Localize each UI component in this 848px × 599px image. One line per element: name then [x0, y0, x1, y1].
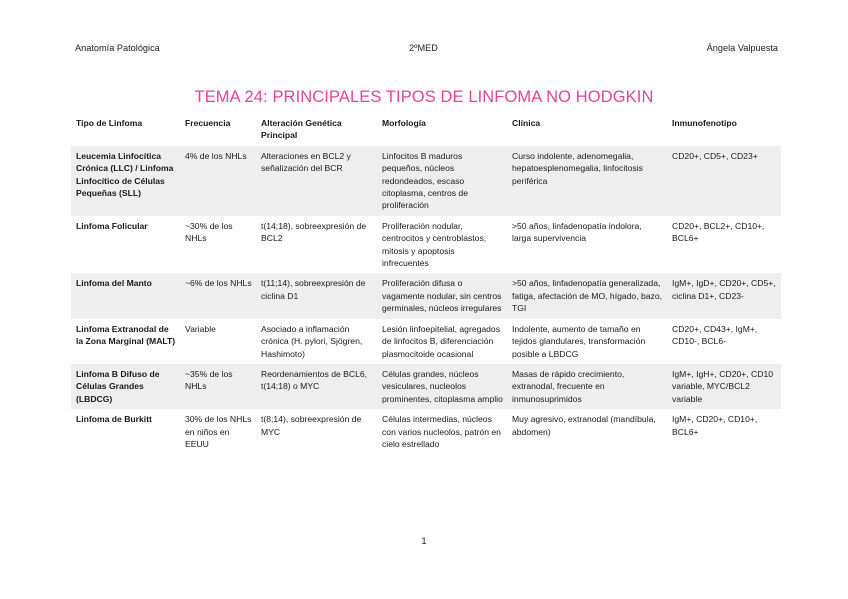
cell-clinica: Curso indolente, adenomegalia, hepatoesplenomegalia, linfocitosis periférica	[507, 146, 667, 216]
table-row	[71, 273, 781, 318]
cell-alteracion: Reordenamientos de BCL6, t(14;18) o MYC	[256, 364, 377, 409]
column-header-frecuencia: Frecuencia	[185, 118, 231, 128]
cell-clinica: Masas de rápido crecimiento, extranodal, frecuente en inmunosuprimidos	[507, 364, 667, 409]
header-subject: Anatomía Patológica	[75, 43, 160, 53]
page-title: TEMA 24: PRINCIPALES TIPOS DE LINFOMA NO HODGKIN	[194, 88, 654, 106]
cell-clinica: Muy agresivo, extranodal (mandíbula, abdomen)	[507, 409, 667, 454]
cell-inmunofenotipo: IgM+, IgH+, CD20+, CD10 variable, MYC/BCL2 variable	[667, 364, 781, 409]
cell-clinica: >50 años, linfadenopatía indolora, larga supervivencia	[507, 216, 667, 274]
table-row	[71, 146, 781, 216]
cell-frecuencia: ~35% de los NHLs	[180, 364, 256, 409]
column-header-alteracion: Alteración Genética Principal	[261, 118, 342, 141]
cell-alteracion: t(11;14), sobreexpresión de ciclina D1	[256, 273, 377, 318]
cell-morfologia: Proliferación difusa o vagamente nodular, sin centros germinales, núcleos irregulares	[377, 273, 507, 318]
cell-alteracion: Alteraciones en BCL2 y señalización del BCR	[256, 146, 377, 216]
table-row	[71, 364, 781, 409]
cell-morfologia: Lesión linfoepitelial, agregados de linfocitos B, diferenciación plasmocitoide ocasional	[377, 319, 507, 364]
cell-tipo: Linfoma del Manto	[71, 273, 180, 318]
column-header-tipo: Tipo de Linfoma	[76, 118, 143, 128]
cell-frecuencia: Variable	[180, 319, 256, 364]
cell-inmunofenotipo: IgM+, IgD+, CD20+, CD5+, ciclina D1+, CD23-	[667, 273, 781, 318]
table-header-row	[71, 113, 781, 146]
column-header-inmunofenotipo: Inmunofenotipo	[672, 118, 737, 128]
cell-alteracion: Asociado a inflamación crónica (H. pylori, Sjögren, Hashimoto)	[256, 319, 377, 364]
cell-tipo: Linfoma Extranodal de la Zona Marginal (MALT)	[71, 319, 180, 364]
cell-tipo: Leucemia Linfocítica Crónica (LLC) / Linfoma Linfocítico de Células Pequeñas (SLL)	[71, 146, 180, 216]
column-header-clinica: Clínica	[512, 118, 541, 128]
cell-inmunofenotipo: CD20+, CD5+, CD23+	[667, 146, 781, 216]
header-author: Ángela Valpuesta	[706, 43, 778, 53]
cell-alteracion: t(14;18), sobreexpresión de BCL2	[256, 216, 377, 274]
cell-morfologia: Células grandes, núcleos vesiculares, nucleolos prominentes, citoplasma amplio	[377, 364, 507, 409]
cell-tipo: Linfoma B Difuso de Células Grandes (LBDCG)	[71, 364, 180, 409]
column-header-morfologia: Morfología	[382, 118, 426, 128]
cell-clinica: >50 años, linfadenopatía generalizada, fatiga, afectación de MO, hígado, bazo, TGI	[507, 273, 667, 318]
table-row	[71, 409, 781, 454]
cell-frecuencia: ~6% de los NHLs	[180, 273, 256, 318]
lymphoma-table	[71, 113, 781, 454]
cell-frecuencia: 4% de los NHLs	[180, 146, 256, 216]
cell-inmunofenotipo: CD20+, BCL2+, CD10+, BCL6+	[667, 216, 781, 274]
cell-inmunofenotipo: IgM+, CD20+, CD10+, BCL6+	[667, 409, 781, 454]
cell-frecuencia: ~30% de los NHLs	[180, 216, 256, 274]
cell-clinica: Indolente, aumento de tamaño en tejidos glandulares, transformación posible a LBDCG	[507, 319, 667, 364]
cell-morfologia: Células intermedias, núcleos con varios nucleolos, patrón en cielo estrellado	[377, 409, 507, 454]
cell-inmunofenotipo: CD20+, CD43+, IgM+, CD10-, BCL6-	[667, 319, 781, 364]
cell-morfologia: Linfocitos B maduros pequeños, núcleos redondeados, escaso citoplasma, centros de proliferación	[377, 146, 507, 216]
cell-alteracion: t(8;14), sobreexpresión de MYC	[256, 409, 377, 454]
cell-frecuencia: 30% de los NHLs en niños en EEUU	[180, 409, 256, 454]
page-number: 1	[421, 536, 427, 546]
cell-tipo: Linfoma de Burkitt	[71, 409, 180, 454]
table-row	[71, 319, 781, 364]
cell-tipo: Linfoma Folicular	[71, 216, 180, 274]
table-row	[71, 216, 781, 274]
header-course: 2ºMED	[409, 43, 438, 53]
cell-morfologia: Proliferación nodular, centrocitos y centroblastos, mitosis y apoptosis infrecuentes	[377, 216, 507, 274]
